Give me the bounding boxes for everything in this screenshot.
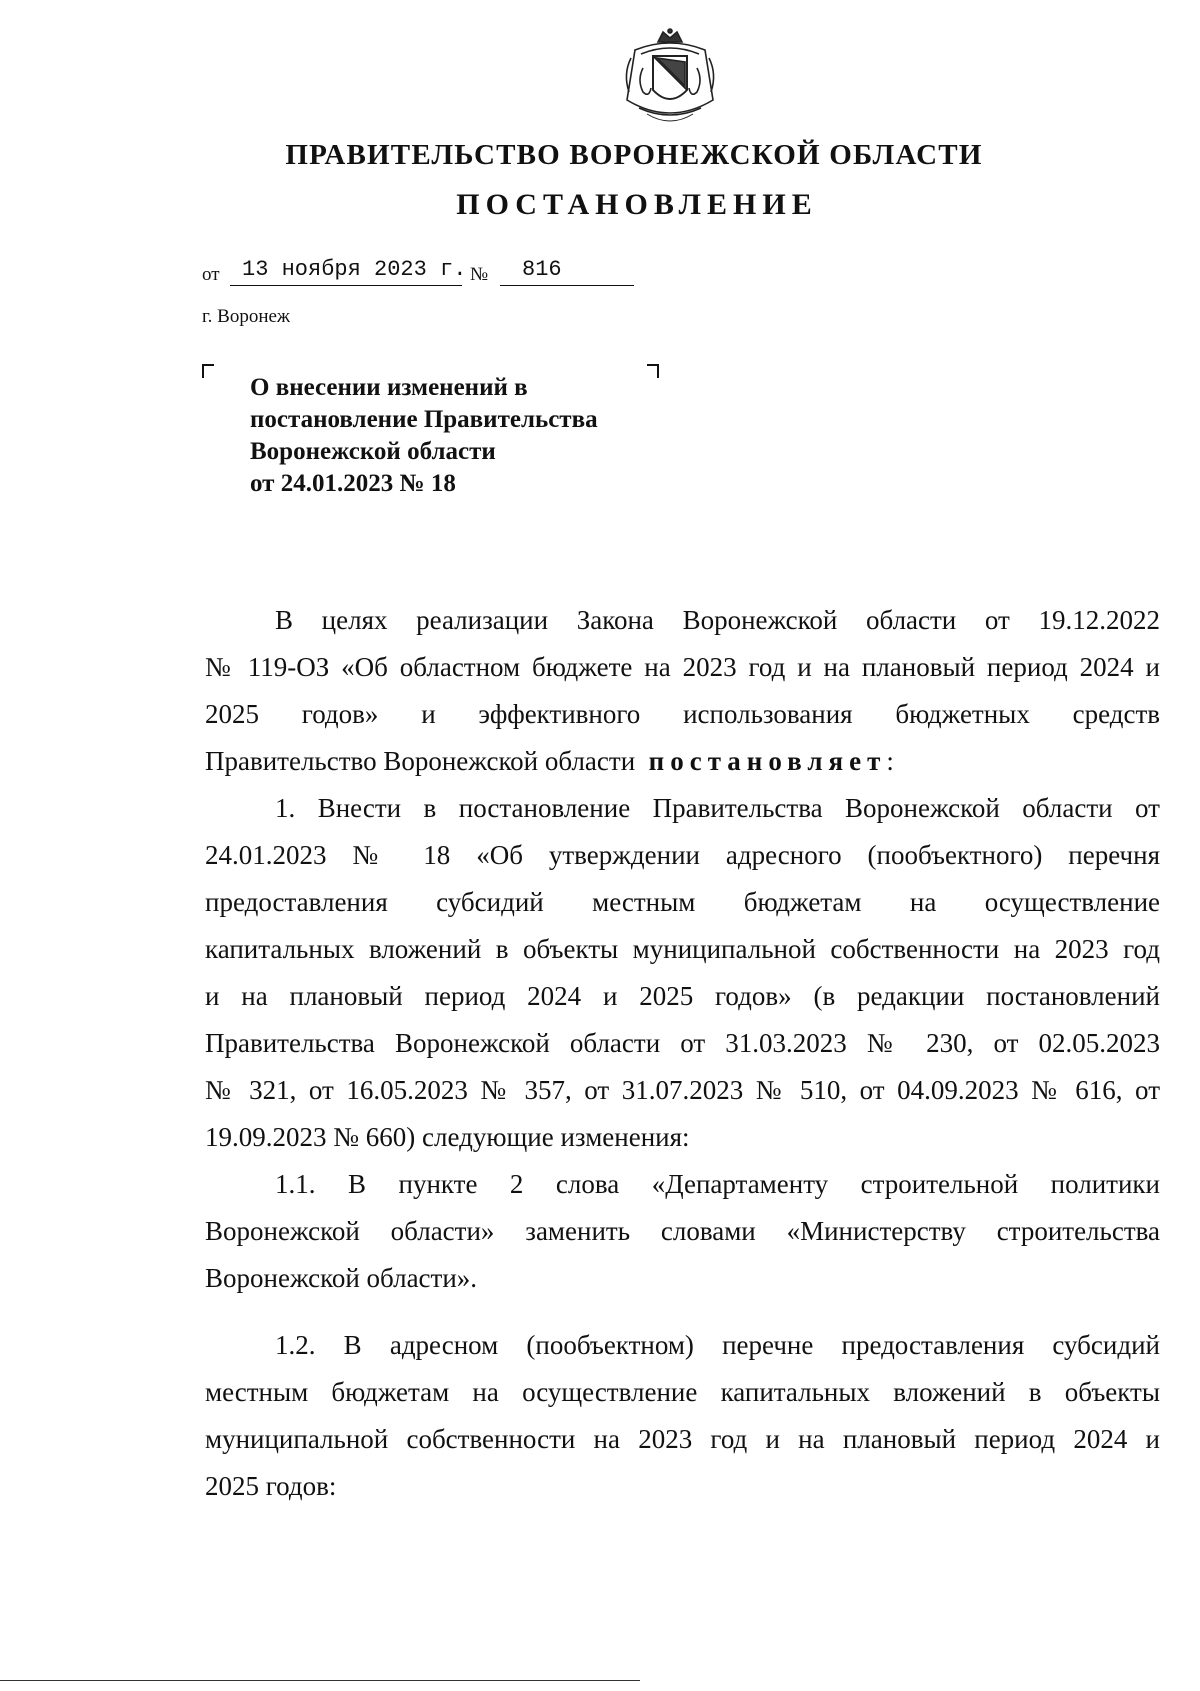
body-line: Воронежской области».	[205, 1263, 478, 1293]
subject-line: Воронежской области	[250, 438, 496, 465]
government-title: ПРАВИТЕЛЬСТВО ВОРОНЕЖСКОЙ ОБЛАСТИ	[285, 139, 983, 171]
body-line: местным бюджетам на осуществление капитальных вложений в объекты	[205, 1377, 1160, 1407]
body-line: и на плановый период 2024 и 2025 годов» (в редакции постановлений	[205, 981, 1160, 1011]
coat-of-arms-emblem	[613, 28, 727, 132]
body-line: 2025 годов:	[205, 1471, 337, 1501]
body-line: предоставления субсидий местным бюджетам на осуществление	[205, 887, 1160, 917]
body-line: Воронежской области» заменить словами «Министерству строительства	[205, 1216, 1160, 1246]
government-name: Правительство Воронежской области	[205, 746, 636, 776]
resolves-word: постановляет	[648, 746, 887, 776]
body-line: 1.2. В адресном (пообъектном) перечне предоставления субсидий	[275, 1330, 1160, 1360]
body-line: 1. Внести в постановление Правительства Воронежской области от	[275, 793, 1160, 823]
number-prefix: №	[470, 264, 489, 285]
subject-line: О внесении изменений в	[250, 374, 528, 401]
body-line: 19.09.2023 № 660) следующие изменения:	[205, 1122, 690, 1152]
subject-line: постановление Правительства	[250, 406, 598, 433]
document-body	[205, 597, 1160, 1510]
body-line-resolution	[205, 738, 1160, 785]
document-subject	[250, 372, 710, 500]
colon: :	[886, 746, 894, 776]
document-type-title: ПОСТАНОВЛЕНИЕ	[456, 188, 818, 221]
city-name: г. Воронеж	[202, 306, 291, 327]
body-line: 24.01.2023 № 18 «Об утверждении адресного (пообъектного) перечня	[205, 840, 1160, 870]
document-date: 13 ноября 2023 г.	[242, 257, 467, 282]
body-line: муниципальной собственности на 2023 год и на плановый период 2024 и	[205, 1424, 1160, 1454]
document-number: 816	[522, 257, 562, 282]
body-line: капитальных вложений в объекты муниципальной собственности на 2023 год	[205, 934, 1160, 964]
bottom-rule	[0, 1680, 640, 1681]
body-line: 2025 годов» и эффективного использования бюджетных средств	[205, 699, 1160, 729]
date-prefix: от	[202, 264, 220, 285]
subject-corner-left	[202, 364, 214, 378]
body-line: 1.1. В пункте 2 слова «Департаменту строительной политики	[275, 1169, 1160, 1199]
paragraph-gap	[205, 1302, 1160, 1322]
body-line: № 119-ОЗ «Об областном бюджете на 2023 год и на плановый период 2024 и	[205, 652, 1160, 682]
body-line: В целях реализации Закона Воронежской области от 19.12.2022	[275, 605, 1160, 635]
number-underline	[500, 259, 634, 286]
body-line: № 321, от 16.05.2023 № 357, от 31.07.2023 № 510, от 04.09.2023 № 616, от	[205, 1075, 1160, 1105]
subject-line: от 24.01.2023 № 18	[250, 470, 456, 497]
body-line: Правительства Воронежской области от 31.03.2023 № 230, от 02.05.2023	[205, 1028, 1160, 1058]
